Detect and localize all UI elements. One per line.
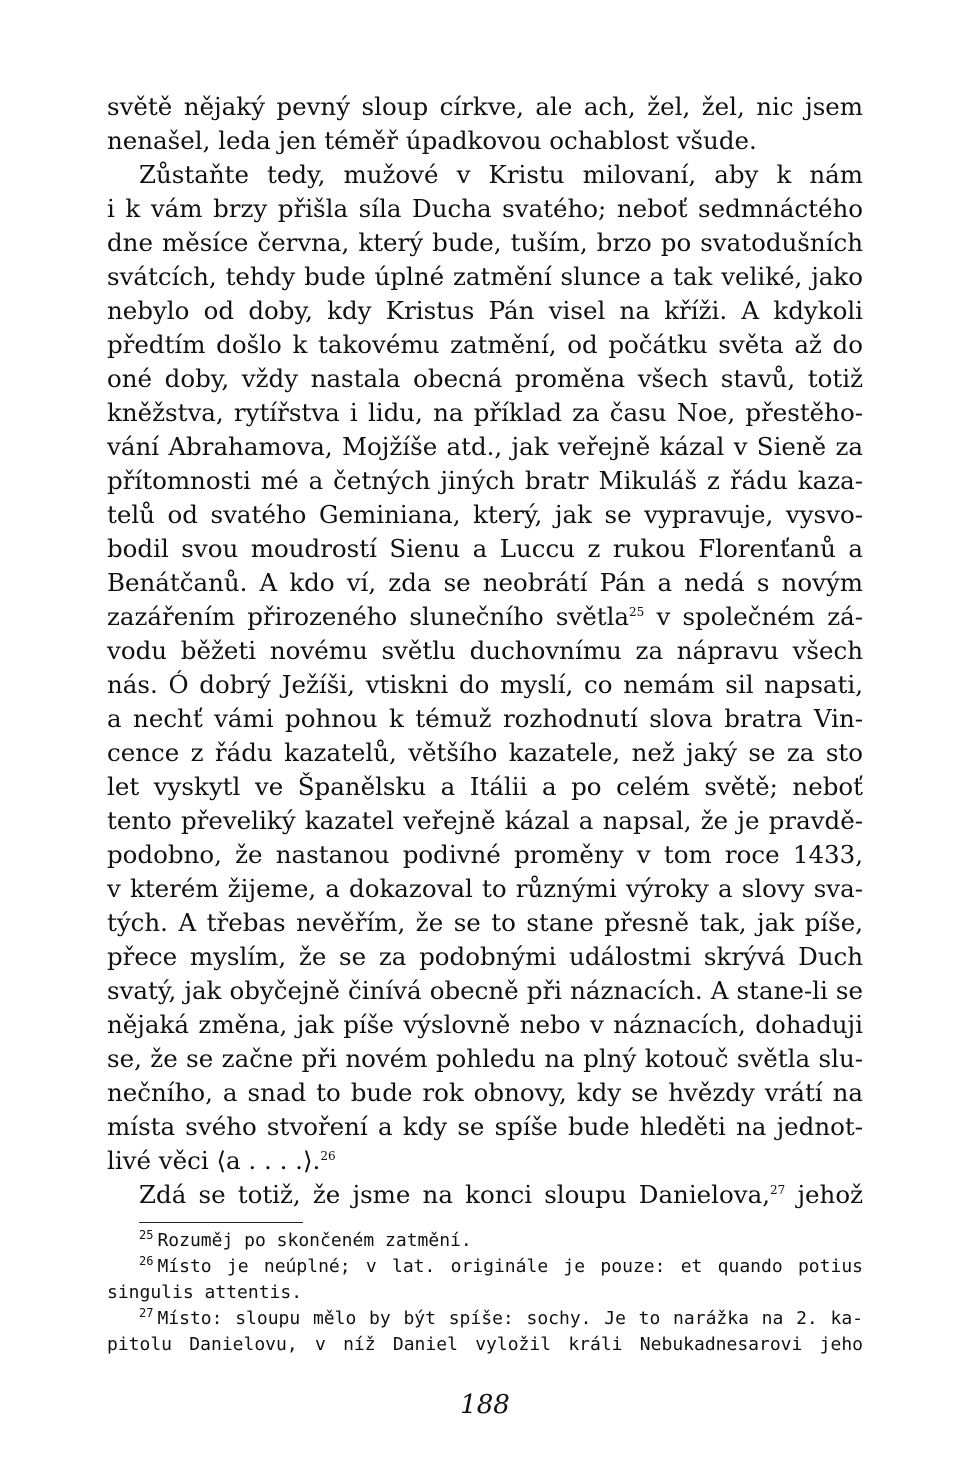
text-line: i k vám brzy přišla síla Ducha svatého; neboť sedmnáctého — [107, 194, 863, 223]
text-fragment: zazářením přirozeného slunečního světla — [107, 602, 630, 631]
footnote-ref-25: 25 — [629, 604, 645, 619]
footnote-separator — [139, 1222, 303, 1223]
text-line: nějaká změna, jak píše výslovně nebo v náznacích, dohaduji — [107, 1010, 863, 1039]
text-line: nenašel, leda jen téměř úpadkovou ochablost všude. — [107, 126, 757, 155]
text-line: nebylo od doby, kdy Kristus Pán visel na kříži. A kdykoli — [107, 296, 863, 325]
text-fragment: Zdá se totiž, že jsme na konci sloupu Danielova, — [139, 1180, 770, 1209]
text-line: nečního, a snad to bude rok obnovy, kdy se hvězdy vrátí na — [107, 1078, 863, 1107]
text-line: podobno, že nastanou podivné proměny v tom roce 1433, — [107, 840, 863, 869]
text-line: Zůstaňte tedy, mužové v Kristu milovaní, aby k nám — [139, 160, 863, 189]
text-line: cence z řádu kazatelů, většího kazatele, než jaký se za sto — [107, 738, 863, 767]
footnote-text: Rozuměj po skončeném zatmění. — [157, 1230, 472, 1251]
footnote-text: pitolu Danielovu, v níž Daniel vyložil králi Nebukadnesarovi jeho — [107, 1334, 863, 1355]
footnote-25 — [107, 1228, 863, 1254]
text-line: svátcích, tehdy bude úplné zatmění slunce a tak veliké, jako — [107, 262, 863, 291]
text-line: světě nějaký pevný sloup církve, ale ach, žel, žel, nic jsem — [107, 92, 863, 121]
footnote-number: 27 — [139, 1306, 154, 1320]
footnote-27 — [107, 1306, 863, 1332]
text-line: tých. A třebas nevěřím, že se to stane přesně tak, jak píše, — [107, 908, 863, 937]
footnote-26 — [107, 1254, 863, 1280]
footnote-ref-26: 26 — [320, 1148, 336, 1163]
text-line: Benátčanů. A kdo ví, zda se neobrátí Pán a nedá s novým — [107, 568, 863, 597]
text-line: dne měsíce června, který bude, tuším, brzo po svatodušních — [107, 228, 863, 257]
footnote-27-continued — [107, 1332, 863, 1358]
text-line: se, že se začne při novém pohledu na plný kotouč světla slu- — [107, 1044, 863, 1073]
text-fragment: livé věci ⟨a . . . .⟩. — [107, 1146, 321, 1175]
text-line: let vyskytl ve Španělsku a Itálii a po celém světě; neboť — [107, 772, 863, 801]
text-line: nás. Ó dobrý Ježíši, vtiskni do myslí, co nemám sil napsati, — [107, 670, 863, 699]
text-line: telů od svatého Geminiana, který, jak se vypravuje, vysvo- — [107, 500, 863, 529]
text-line-with-note — [107, 1178, 863, 1212]
text-line: vodu běžeti novému světlu duchovnímu za nápravu všech — [107, 636, 863, 665]
text-fragment: v společném zá- — [644, 602, 863, 631]
text-line: předtím došlo k takovému zatmění, od počátku světa až do — [107, 330, 863, 359]
text-line: přítomnosti mé a četných jiných bratr Mikuláš z řádu kaza- — [107, 466, 863, 495]
footnote-text: Místo je neúplné; v lat. originále je pouze: et quando potius — [157, 1256, 863, 1277]
footnote-text: singulis attentis. — [107, 1282, 303, 1303]
footnote-ref-27: 27 — [770, 1182, 786, 1197]
text-fragment: jehož — [785, 1180, 863, 1209]
text-line: oné doby, vždy nastala obecná proměna všech stavů, totiž — [107, 364, 863, 393]
footnote-text: Místo: sloupu mělo by být spíše: sochy. Je to narážka na 2. ka- — [157, 1308, 863, 1329]
text-line: bodil svou moudrostí Sienu a Luccu z rukou Florenťanů a — [107, 534, 863, 563]
text-line: a nechť vámi pohnou k témuž rozhodnutí slova bratra Vin- — [107, 704, 863, 733]
footnote-26-continued — [107, 1280, 863, 1306]
page-number: 188 — [460, 1390, 510, 1420]
text-line-with-note — [107, 600, 863, 634]
text-line: přece myslím, že se za podobnými událostmi skrývá Duch — [107, 942, 863, 971]
text-line: svatý, jak obyčejně činívá obecně při náznacích. A stane-li se — [107, 976, 863, 1005]
text-line-with-note — [107, 1144, 863, 1178]
text-line: místa svého stvoření a kdy se spíše bude hleděti na jednot- — [107, 1112, 863, 1141]
text-line: kněžstva, rytířstva i lidu, na příklad za času Noe, přestěho- — [107, 398, 863, 427]
footnote-number: 25 — [139, 1228, 154, 1242]
footnote-number: 26 — [139, 1254, 154, 1268]
text-line: tento převeliký kazatel veřejně kázal a napsal, že je pravdě- — [107, 806, 863, 835]
text-line: vání Abrahamova, Mojžíše atd., jak veřejně kázal v Sieně za — [107, 432, 863, 461]
text-line: v kterém žijeme, a dokazoval to různými výroky a slovy sva- — [107, 874, 863, 903]
